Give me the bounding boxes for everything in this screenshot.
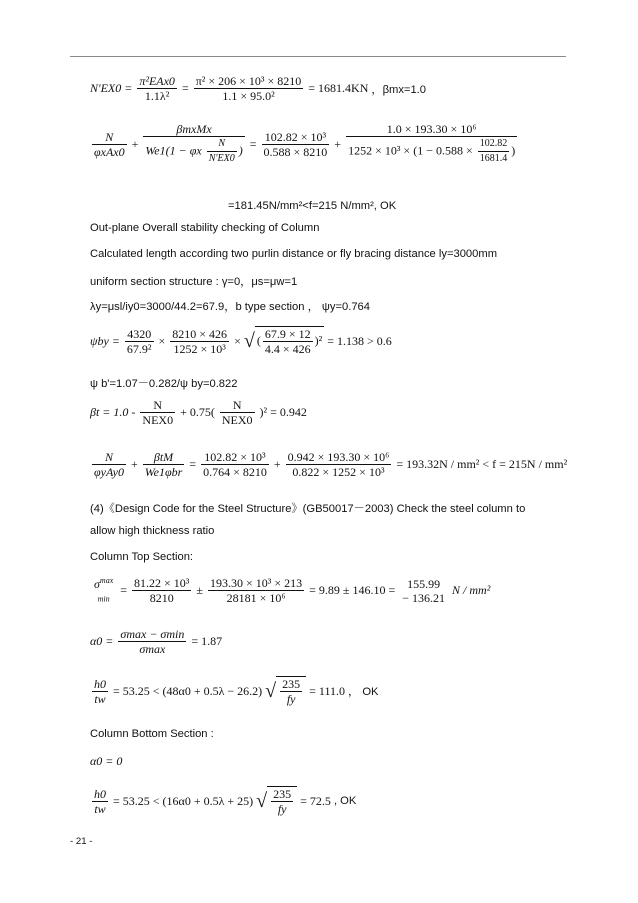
text-slenderness: λy=μsl/iy0=3000/44.2=67.9，b type section ， ψy=0.764	[90, 301, 370, 313]
text-uniform-section: uniform section structure : γ=0，μs=μw=1	[90, 276, 298, 288]
equation-alpha0-top: α0 = σmax − σmin σmax = 1.87	[90, 627, 223, 656]
text-design-code-cont: allow high thickness ratio	[90, 525, 215, 537]
equation-alpha0-bottom: α0 = 0	[90, 754, 123, 768]
text-calculated-length: Calculated length according two purlin distance or fly bracing distance ly=3000mm	[90, 248, 498, 260]
equation-psi-by: ψby = $\frac{4320}{\text{67.9²}}$ × $\frac{8210 \times 426}{\text{1252 × 10³}}$ × √ ( $\frac{67.9 \times 12}{4.4 \times 426}$ )² = 1.138 > 0.6	[90, 326, 392, 356]
text-psi-b: ψ b'=1.07－0.282/ψ by=0.822	[90, 378, 238, 390]
page-number: - 21 -	[70, 836, 93, 847]
equation-out-plane-stability: N φyAy0 + βtM We1φbr = $\frac{\text{102.82 × 10³}}{0.764 \times 8210}$ + $\frac{\text{0.942 × 193.30 × 10⁶}}{\text{0.822 × 1252 × 10³}}$ = 193.32N / mm² < f = 215N / mm²	[94, 450, 568, 479]
heading-design-code: (4)《Design Code for the Steel Structure》(GB50017－2003) Check the steel column to	[90, 503, 526, 515]
heading-column-top: Column Top Section:	[90, 551, 194, 563]
equation-thickness-ratio-top: $\frac{h0}{tw}$ = 53.25 < (48α0 + 0.5λ − 26.2) √ $\frac{235}{fy}$ = 111.0 ， OK	[94, 676, 379, 706]
result-in-plane: =181.45N/mm²<f=215 N/mm², OK	[228, 200, 397, 212]
equation-thickness-ratio-bottom: $\frac{h0}{tw}$ = 53.25 < (16α0 + 0.5λ + 25) √ $\frac{235}{fy}$ = 72.5 , OK	[94, 786, 357, 816]
heading-out-plane: Out-plane Overall stability checking of Column	[90, 222, 320, 234]
header-rule	[70, 56, 566, 57]
equation-in-plane-stability: N φxAx0 + βmxMx We1(1 − φx $\frac{N}{N'EX0}$ ) = $\frac{\text{102.82 × 10³}}{0.588 \times 8210}$ + 1.0 × 193.30 × 10⁶ 1252 × 10³ × (1 − 0.588 × $\frac{102.82}{1681.4}$ )	[94, 122, 516, 164]
heading-column-bottom: Column Bottom Section :	[90, 728, 214, 740]
equation-euler-load: N'EX0 = π²EAx0 1.1λ² = $\frac{\text{π² × 206 × 10³ × 8210}}{\text{1.1 × 95.0²}}$ = 1681.4KN ，βmx=1.0	[90, 74, 427, 103]
equation-beta-t: βt = 1.0 - N NEX0 + 0.75( N NEX0 )² = 0.942	[90, 398, 307, 427]
equation-sigma-max-min: $\sigma^{max}$ $_{min}$ = $\frac{\text{81.22 × 10³}}{8210}$ ± $\frac{\text{193.30 × 10³ × 213}}{\text{28181 × 10⁶}}$ = 9.89 ± 146.10 = 155.99 − 136.21 N / mm²	[94, 576, 491, 605]
